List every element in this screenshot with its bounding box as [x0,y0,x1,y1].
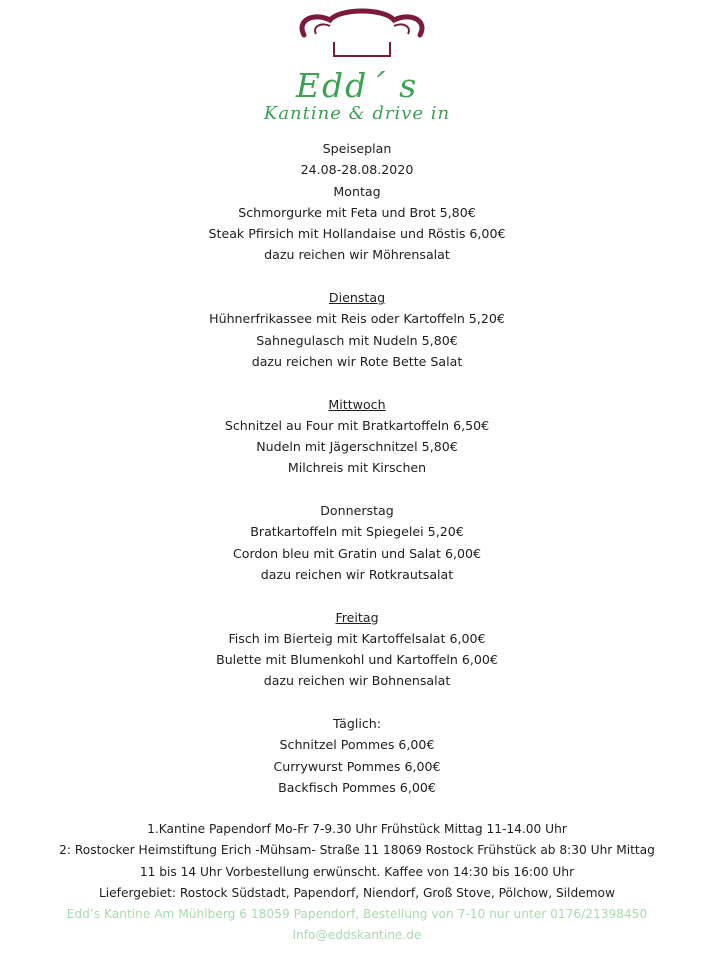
menu-item: Currywurst Pommes 6,00€ [273,758,441,774]
day-heading-montag: Montag [333,183,381,199]
brand-name: Edd´ s [295,66,419,105]
day-heading-dienstag: Dienstag [328,290,386,306]
brand-subtitle: Kantine & drive in [263,103,451,124]
day-heading-mittwoch: Mittwoch [328,396,386,412]
menu-item: dazu reichen wir Möhrensalat [264,247,450,263]
day-heading-donnerstag: Donnerstag [320,503,394,519]
menu-item: Backfisch Pommes 6,00€ [278,779,436,795]
menu-item: dazu reichen wir Rote Bette Salat [251,353,463,369]
menu-item: dazu reichen wir Rotkrautsalat [260,566,454,582]
menu-item: Schnitzel Pommes 6,00€ [279,737,435,753]
footer-location-2-hours: 11 bis 14 Uhr Vorbestellung erwünscht. Kaffee von 14:30 bis 16:00 Uhr [139,864,575,879]
menu-item: Fisch im Bierteig mit Kartoffelsalat 6,00€ [228,630,486,646]
footer-location-1: 1.Kantine Papendorf Mo-Fr 7-9.30 Uhr Frühstück Mittag 11-14.00 Uhr [147,822,567,836]
menu-item: Bulette mit Blumenkohl und Kartoffeln 6,00€ [216,652,498,668]
footer-email: Info@eddskantine.de [292,928,422,943]
menu-item: Steak Pfirsich mit Hollandaise und Röstis 6,00€ [208,226,506,242]
footer-location-2: 2: Rostocker Heimstiftung Erich -Mühsam- Straße 11 18069 Rostock Frühstück ab 8:30 Uhr Mittag [59,843,655,858]
menu [0,138,714,798]
menu-item: Nudeln mit Jägerschnitzel 5,80€ [256,439,458,455]
menu-item: dazu reichen wir Bohnensalat [263,673,451,689]
menu-title: Speiseplan [322,141,392,156]
footer-contact: Edd’s Kantine Am Mühlberg 6 18059 Papendorf, Bestellung von 7-10 nur unter 0176/21398450 [66,907,648,922]
menu-item: Schmorgurke mit Feta und Brot 5,80€ [238,204,476,220]
footer [0,819,714,947]
menu-item: Hühnerfrikassee mit Reis oder Kartoffeln 5,20€ [209,311,505,327]
menu-item: Bratkartoffeln mit Spiegelei 5,20€ [250,524,464,540]
day-heading-freitag: Freitag [335,609,379,625]
menu-item: Sahnegulasch mit Nudeln 5,80€ [256,332,458,348]
menu-item: Schnitzel au Four mit Bratkartoffeln 6,50€ [224,417,490,433]
menu-item: Milchreis mit Kirschen [287,460,427,476]
footer-delivery-area: Liefergebiet: Rostock Südstadt, Papendorf, Niendorf, Groß Stove, Pölchow, Sildemow [99,885,615,900]
menu-date-range: 24.08-28.08.2020 [300,162,414,178]
day-heading-taeglich: Täglich: [332,716,382,732]
menu-item: Cordon bleu mit Gratin und Salat 6,00€ [232,545,482,561]
